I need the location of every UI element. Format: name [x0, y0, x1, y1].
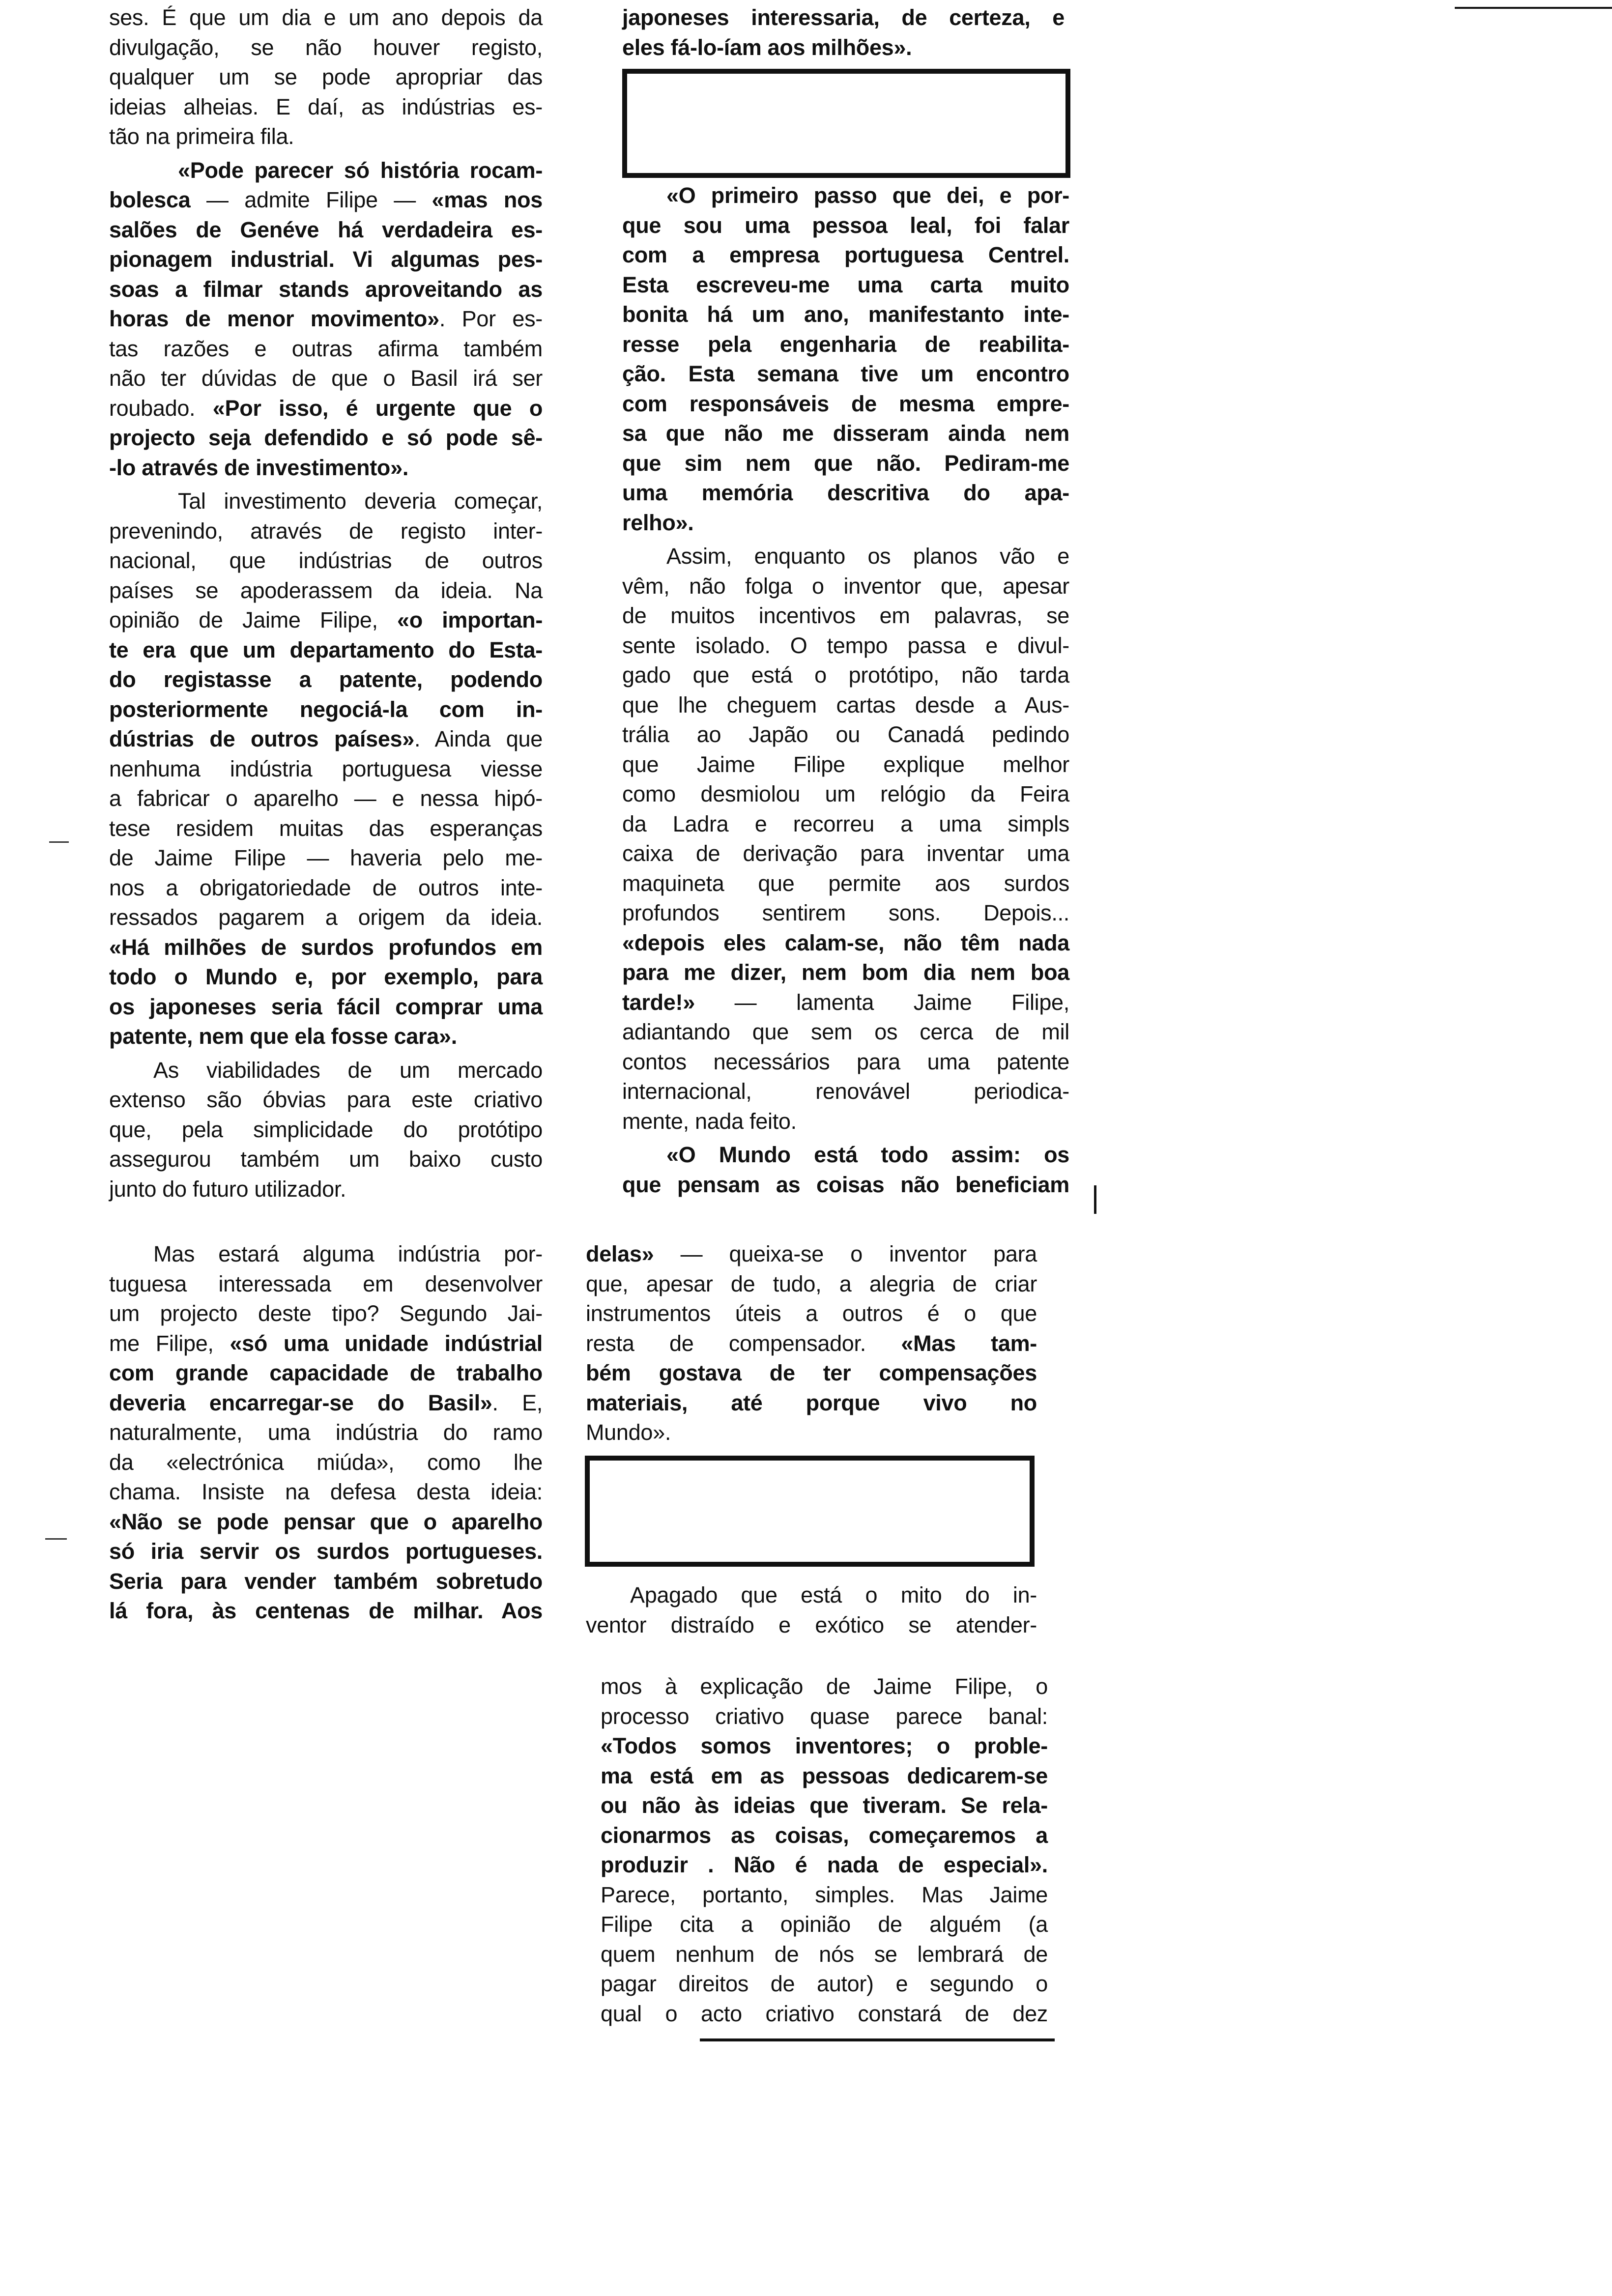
- body-text: processo criativo quase parece banal:: [601, 1703, 1048, 1729]
- text-line: [109, 1085, 543, 1115]
- paragraph: [586, 1239, 1037, 1448]
- bold-quote-text: que sou uma pessoa leal, foi falar: [622, 212, 1069, 238]
- text-line: [586, 1580, 1037, 1610]
- bold-quote-text: «só uma unidade indústrial: [230, 1330, 543, 1356]
- text-line: [109, 185, 543, 215]
- paragraph: [586, 1580, 1037, 1640]
- bold-quote-text: te era que um departamento do Esta-: [109, 637, 543, 662]
- body-text: a fabricar o aparelho — e nessa hipó-: [109, 786, 543, 811]
- body-text: Mundo».: [586, 1420, 671, 1445]
- paragraph: [601, 1672, 1048, 2029]
- bold-quote-text: pionagem industrial. Vi algumas pes-: [109, 247, 543, 272]
- text-line: [109, 754, 543, 784]
- bold-quote-text: ou não às ideias que tiveram. Se rela-: [601, 1793, 1048, 1818]
- bold-quote-text: Esta escreveu-me uma carta muito: [622, 272, 1069, 297]
- text-line: [109, 1269, 543, 1299]
- bold-quote-text: delas»: [586, 1241, 654, 1266]
- body-text: divulgação, se não houver registo,: [109, 34, 543, 60]
- text-line: [622, 419, 1069, 449]
- text-line: [109, 1507, 543, 1537]
- text-line: [622, 270, 1069, 300]
- text-line: [622, 839, 1069, 869]
- bold-quote-text: só iria servir os surdos portugueses.: [109, 1539, 543, 1564]
- paragraph: [109, 3, 543, 152]
- bold-quote-text: para me dizer, nem bom dia nem boa: [622, 960, 1069, 985]
- bold-quote-text: ma está em as pessoas dedicarem-se: [601, 1763, 1048, 1788]
- text-line: [622, 211, 1069, 241]
- text-line: [586, 1358, 1037, 1388]
- text-line: [622, 572, 1069, 602]
- faded-image-box: [622, 69, 1070, 178]
- left-column-bottom: [109, 1239, 543, 1630]
- bold-quote-text: relho».: [622, 510, 694, 535]
- text-line: [622, 478, 1069, 508]
- text-line: [109, 635, 543, 665]
- faded-image-box: [585, 1456, 1035, 1567]
- right-column-continuation: [586, 1239, 1037, 1452]
- text-line: [622, 359, 1069, 389]
- text-line: [622, 750, 1069, 780]
- text-line: [601, 1702, 1048, 1732]
- bold-quote-text: com responsáveis de mesma empre-: [622, 391, 1069, 416]
- text-line: [109, 1175, 543, 1205]
- bold-quote-text: soas a filmar stands aproveitando as: [109, 276, 543, 302]
- text-line: [601, 1969, 1048, 1999]
- body-text: como desmiolou um relógio da Feira: [622, 781, 1069, 806]
- body-text: naturalmente, uma indústria do ramo: [109, 1420, 543, 1445]
- right-column-paragraph: [586, 1580, 1037, 1644]
- bold-quote-text: -lo através de investimento».: [109, 455, 409, 480]
- text-line: [109, 423, 543, 453]
- body-text: maquineta que permite aos surdos: [622, 870, 1069, 896]
- bold-quote-text: que sim nem que não. Pediram-me: [622, 450, 1069, 476]
- body-text: de Jaime Filipe — haveria pelo me-: [109, 845, 543, 870]
- bold-quote-text: tarde!»: [622, 989, 695, 1015]
- body-text: da Ladra e recorreu a uma simpls: [622, 811, 1069, 836]
- body-text: instrumentos úteis a outros é o que: [586, 1301, 1037, 1326]
- text-line: [622, 240, 1069, 270]
- body-text: Tal investimento deveria começar,: [178, 488, 543, 514]
- text-line: [109, 394, 543, 424]
- text-line: [622, 1047, 1069, 1077]
- bold-quote-text: bolesca: [109, 187, 191, 212]
- text-line: [622, 389, 1069, 419]
- bold-quote-text: uma memória descritiva do apa-: [622, 480, 1069, 505]
- text-line: [109, 1537, 543, 1567]
- text-line: [109, 62, 543, 92]
- body-text: gado que está o protótipo, não tarda: [622, 662, 1069, 688]
- body-text: ressados pagarem a origem da ideia.: [109, 905, 543, 930]
- body-text: resta de compensador.: [586, 1330, 901, 1356]
- body-text: me Filipe,: [109, 1330, 230, 1356]
- text-line: [109, 334, 543, 364]
- body-text: junto do futuro utilizador.: [109, 1176, 346, 1202]
- text-line: [109, 903, 543, 933]
- paragraph: [109, 487, 543, 1052]
- text-line: [601, 1850, 1048, 1880]
- body-text: tuguesa interessada em desenvolver: [109, 1271, 543, 1296]
- bold-quote-text: Seria para vender também sobretudo: [109, 1568, 543, 1594]
- bold-quote-text: posteriormente negociá-la com in-: [109, 696, 543, 722]
- text-line: [622, 660, 1069, 690]
- bold-quote-text: «depois eles calam-se, não têm nada: [622, 930, 1069, 955]
- bold-quote-text: todo o Mundo e, por exemplo, para: [109, 964, 543, 989]
- body-text: não ter dúvidas de que o Basil irá ser: [109, 366, 543, 391]
- bold-quote-text: que pensam as coisas não beneficiam: [622, 1172, 1069, 1197]
- text-line: [109, 1239, 543, 1269]
- body-text: de muitos incentivos em palavras, se: [622, 603, 1069, 628]
- bold-quote-text: salões de Genéve há verdadeira es-: [109, 217, 543, 242]
- bold-quote-text: sa que não me disseram ainda nem: [622, 421, 1069, 446]
- text-line: [601, 1791, 1048, 1821]
- text-line: [109, 843, 543, 873]
- text-line: [622, 33, 1065, 63]
- bold-quote-text: «Por isso, é urgente que o: [212, 395, 543, 421]
- body-text: — lamenta Jaime Filipe,: [694, 989, 1069, 1015]
- body-text: opinião de Jaime Filipe,: [109, 607, 398, 632]
- bold-quote-text: ção. Esta semana tive um encontro: [622, 361, 1069, 386]
- body-text: tão na primeira fila.: [109, 124, 294, 149]
- body-text: qual o acto criativo constará de dez: [601, 2001, 1048, 2026]
- text-line: [109, 933, 543, 963]
- text-line: [109, 1056, 543, 1086]
- text-line: [586, 1299, 1037, 1329]
- text-line: [586, 1239, 1037, 1269]
- body-text: caixa de derivação para inventar uma: [622, 841, 1069, 866]
- right-column-bottom: [601, 1672, 1048, 2033]
- paragraph: [622, 3, 1065, 62]
- bold-quote-text: do registasse a patente, podendo: [109, 667, 543, 692]
- text-line: [622, 928, 1069, 958]
- text-line: [109, 1145, 543, 1175]
- text-line: [109, 33, 543, 63]
- bold-quote-text: «mas nos: [432, 187, 543, 212]
- text-line: [622, 1140, 1069, 1170]
- bold-quote-text: com grande capacidade de trabalho: [109, 1360, 543, 1385]
- bold-quote-text: deveria encarregar-se do Basil»: [109, 1390, 492, 1415]
- body-text: países se apoderassem da ideia. Na: [109, 577, 543, 603]
- bold-quote-text: «o importan-: [397, 607, 543, 632]
- text-line: [622, 601, 1069, 631]
- body-text: Mas estará alguma indústria por-: [153, 1241, 543, 1266]
- text-line: [109, 1388, 543, 1418]
- body-text: . Por es-: [439, 306, 543, 331]
- text-line: [109, 487, 543, 517]
- body-text: quem nenhum de nós se lembrará de: [601, 1941, 1048, 1967]
- body-text: nacional, que indústrias de outros: [109, 548, 543, 573]
- text-line: [622, 988, 1069, 1018]
- text-line: [109, 156, 543, 186]
- text-line: [586, 1269, 1037, 1299]
- body-text: Parece, portanto, simples. Mas Jaime: [601, 1882, 1048, 1907]
- bold-quote-text: «Há milhões de surdos profundos em: [109, 934, 543, 960]
- body-text: tas razões e outras afirma também: [109, 336, 543, 361]
- text-line: [622, 508, 1069, 538]
- text-line: [622, 690, 1069, 720]
- text-line: [622, 1107, 1069, 1137]
- body-text: assegurou também um baixo custo: [109, 1147, 543, 1172]
- text-line: [109, 1329, 543, 1359]
- text-line: [622, 1017, 1069, 1047]
- left-column-top: [109, 3, 543, 1208]
- body-text: pagar direitos de autor) e segundo o: [601, 1971, 1048, 1996]
- bold-quote-text: com a empresa portuguesa Centrel.: [622, 242, 1069, 267]
- text-line: [622, 809, 1069, 839]
- paragraph: [109, 1239, 543, 1626]
- text-line: [622, 1077, 1069, 1107]
- text-line: [109, 453, 543, 483]
- text-line: [109, 1022, 543, 1052]
- right-column-middle: [622, 181, 1069, 1204]
- bold-quote-text: patente, nem que ela fosse cara».: [109, 1024, 457, 1049]
- text-line: [622, 330, 1069, 360]
- text-line: [622, 3, 1065, 33]
- text-line: [601, 1672, 1048, 1702]
- bold-quote-text: japoneses interessaria, de certeza, e: [622, 5, 1065, 30]
- body-text: prevenindo, através de registo inter-: [109, 518, 543, 544]
- text-line: [109, 784, 543, 814]
- text-line: [622, 720, 1069, 750]
- text-line: [586, 1418, 1037, 1448]
- body-text: ses. É que um dia e um ano depois da: [109, 5, 543, 30]
- bold-quote-text: projecto seja defendido e só pode sê-: [109, 425, 543, 450]
- bold-quote-text: «O Mundo está todo assim: os: [666, 1142, 1069, 1167]
- text-line: [622, 869, 1069, 899]
- text-line: [622, 300, 1069, 330]
- body-text: extenso são óbvias para este criativo: [109, 1087, 543, 1112]
- text-line: [109, 1477, 543, 1507]
- bottom-rule: [700, 2038, 1055, 2041]
- body-text: nos a obrigatoriedade de outros inte-: [109, 875, 543, 900]
- bold-quote-text: produzir . Não é nada de especial».: [601, 1852, 1048, 1877]
- bold-quote-text: lá fora, às centenas de milhar. Aos: [109, 1598, 543, 1623]
- body-text: chama. Insiste na defesa desta ideia:: [109, 1479, 543, 1504]
- text-line: [601, 1731, 1048, 1761]
- bold-quote-text: horas de menor movimento»: [109, 306, 439, 331]
- body-text: ideias alheias. E daí, as indústrias es-: [109, 94, 543, 119]
- text-line: [109, 1358, 543, 1388]
- text-line: [109, 724, 543, 754]
- body-text: Filipe cita a opinião de alguém (a: [601, 1912, 1048, 1937]
- text-line: [109, 122, 543, 152]
- body-text: As viabilidades de um mercado: [153, 1057, 543, 1083]
- text-line: [586, 1388, 1037, 1418]
- text-line: [109, 1567, 543, 1597]
- body-text: que, apesar de tudo, a alegria de criar: [586, 1271, 1037, 1296]
- text-line: [109, 245, 543, 275]
- text-line: [109, 364, 543, 394]
- body-text: adiantando que sem os cerca de mil: [622, 1019, 1069, 1044]
- margin-bar: [1094, 1185, 1096, 1214]
- bold-quote-text: cionarmos as coisas, começaremos a: [601, 1822, 1048, 1848]
- text-line: [109, 1299, 543, 1329]
- bold-quote-text: bém gostava de ter compensações: [586, 1360, 1037, 1385]
- paragraph: [622, 181, 1069, 538]
- body-text: que, pela simplicidade do protótipo: [109, 1117, 543, 1142]
- body-text: sente isolado. O tempo passa e divul-: [622, 632, 1069, 658]
- body-text: ventor distraído e exótico se atender-: [586, 1612, 1037, 1637]
- text-line: [622, 449, 1069, 479]
- bold-quote-text: materiais, até porque vivo no: [586, 1390, 1037, 1415]
- text-line: [622, 542, 1069, 572]
- body-text: qualquer um se pode apropriar das: [109, 64, 543, 89]
- text-line: [622, 1170, 1069, 1200]
- bold-quote-text: «Mas tam-: [901, 1330, 1037, 1356]
- body-text: vêm, não folga o inventor que, apesar: [622, 573, 1069, 599]
- text-line: [109, 962, 543, 992]
- text-line: [109, 814, 543, 844]
- text-line: [109, 576, 543, 606]
- body-text: da «electrónica miúda», como lhe: [109, 1449, 543, 1475]
- body-text: Assim, enquanto os planos vão e: [666, 544, 1069, 569]
- margin-mark: [49, 841, 69, 843]
- right-column-top: [622, 3, 1065, 66]
- text-line: [601, 1999, 1048, 2029]
- body-text: . Ainda que: [414, 726, 543, 751]
- paragraph: [622, 1140, 1069, 1200]
- text-line: [109, 873, 543, 903]
- bold-quote-text: «Não se pode pensar que o aparelho: [109, 1509, 543, 1534]
- text-line: [109, 665, 543, 695]
- text-line: [601, 1910, 1048, 1940]
- margin-mark: [45, 1538, 67, 1540]
- body-text: — admite Filipe —: [190, 187, 432, 212]
- text-line: [109, 1418, 543, 1448]
- body-text: . E,: [492, 1390, 543, 1415]
- text-line: [601, 1821, 1048, 1851]
- top-rule: [1455, 7, 1612, 9]
- text-line: [109, 3, 543, 33]
- text-line: [109, 1448, 543, 1478]
- text-line: [109, 92, 543, 122]
- body-text: trália ao Japão ou Canadá pedindo: [622, 722, 1069, 747]
- body-text: internacional, renovável periodica-: [622, 1079, 1069, 1104]
- body-text: tese residem muitas das esperanças: [109, 815, 543, 841]
- body-text: mos à explicação de Jaime Filipe, o: [601, 1674, 1048, 1699]
- text-line: [622, 181, 1069, 211]
- text-line: [109, 517, 543, 546]
- bold-quote-text: dústrias de outros países»: [109, 726, 415, 751]
- body-text: roubado.: [109, 395, 213, 421]
- body-text: profundos sentirem sons. Depois...: [622, 900, 1069, 925]
- bold-quote-text: os japoneses seria fácil comprar uma: [109, 994, 543, 1019]
- bold-quote-text: «O primeiro passo que dei, e por-: [666, 183, 1069, 208]
- text-line: [601, 1940, 1048, 1970]
- text-line: [109, 1596, 543, 1626]
- bold-quote-text: resse pela engenharia de reabilita-: [622, 331, 1069, 357]
- body-text: — queixa-se o inventor para: [654, 1241, 1037, 1266]
- paragraph: [109, 156, 543, 483]
- text-line: [109, 605, 543, 635]
- text-line: [601, 1880, 1048, 1910]
- bold-quote-text: eles fá-lo-íam aos milhões».: [622, 34, 912, 60]
- text-line: [622, 779, 1069, 809]
- text-line: [109, 304, 543, 334]
- bold-quote-text: «Todos somos inventores; o proble-: [601, 1733, 1048, 1758]
- body-text: Apagado que está o mito do in-: [630, 1582, 1037, 1607]
- body-text: que lhe cheguem cartas desde a Aus-: [622, 692, 1069, 718]
- text-line: [622, 898, 1069, 928]
- text-line: [109, 1115, 543, 1145]
- text-line: [622, 958, 1069, 988]
- bold-quote-text: «Pode parecer só história rocam-: [178, 157, 543, 183]
- body-text: contos necessários para uma patente: [622, 1049, 1069, 1074]
- bold-quote-text: bonita há um ano, manifestanto inte-: [622, 302, 1069, 327]
- text-line: [109, 215, 543, 245]
- text-line: [109, 546, 543, 576]
- text-line: [622, 631, 1069, 661]
- text-line: [586, 1610, 1037, 1640]
- text-line: [586, 1329, 1037, 1359]
- body-text: nenhuma indústria portuguesa viesse: [109, 756, 543, 781]
- text-line: [109, 695, 543, 725]
- paragraph: [109, 1056, 543, 1205]
- text-line: [601, 1761, 1048, 1791]
- body-text: mente, nada feito.: [622, 1108, 797, 1134]
- paragraph: [622, 542, 1069, 1136]
- text-line: [109, 275, 543, 305]
- body-text: um projecto deste tipo? Segundo Jai-: [109, 1301, 543, 1326]
- body-text: que Jaime Filipe explique melhor: [622, 751, 1069, 777]
- text-line: [109, 992, 543, 1022]
